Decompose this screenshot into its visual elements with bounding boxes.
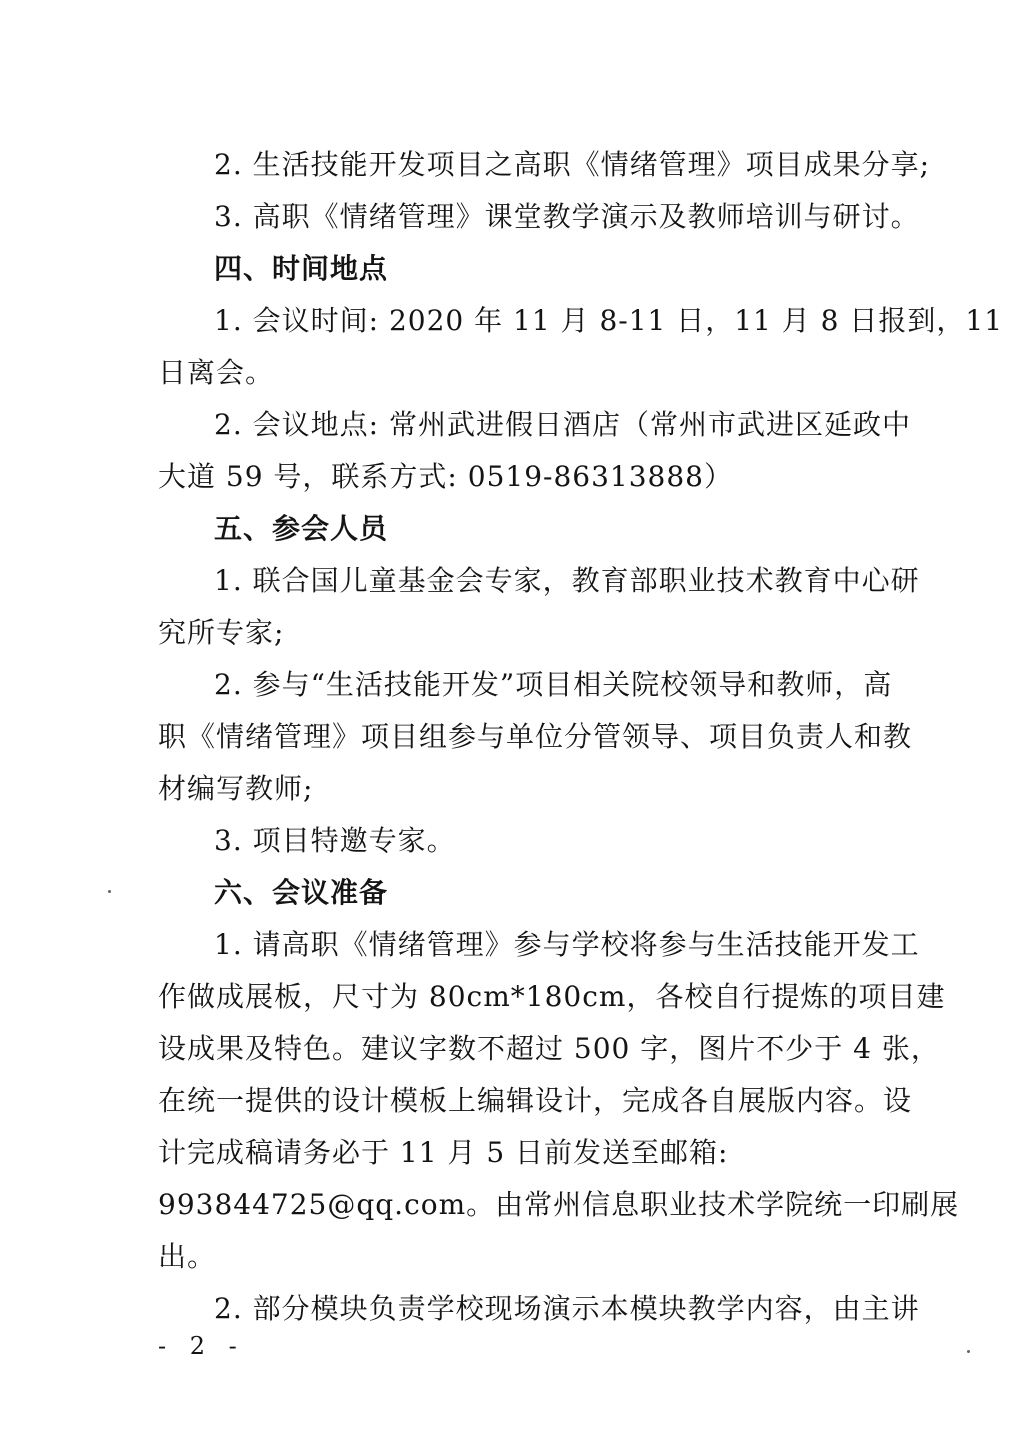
paragraph-line: 2. 生活技能开发项目之高职《情绪管理》项目成果分享; bbox=[214, 148, 931, 181]
paragraph-line: 大道 59 号，联系方式: 0519-86313888） bbox=[158, 460, 733, 493]
paragraph-line: 究所专家; bbox=[158, 616, 285, 649]
paragraph-line: 2. 部分模块负责学校现场演示本模块教学内容，由主讲 bbox=[214, 1292, 920, 1325]
paragraph-line: 材编写教师; bbox=[158, 772, 314, 805]
paragraph-line: 993844725@qq.com。由常州信息职业技术学院统一印刷展 bbox=[158, 1188, 960, 1221]
paragraph-line: 职《情绪管理》项目组参与单位分管领导、项目负责人和教 bbox=[158, 720, 913, 753]
scan-speck bbox=[967, 1350, 970, 1353]
page-number: - 2 - bbox=[158, 1332, 245, 1360]
paragraph-line: 在统一提供的设计模板上编辑设计，完成各自展版内容。设 bbox=[158, 1084, 913, 1117]
paragraph-line: 1. 请高职《情绪管理》参与学校将参与生活技能开发工 bbox=[214, 928, 920, 961]
paragraph-line: 设成果及特色。建议字数不超过 500 字，图片不少于 4 张， bbox=[158, 1032, 940, 1065]
section-heading-time-location: 四、时间地点 bbox=[214, 252, 389, 285]
paragraph-line: 作做成展板，尺寸为 80cm*180cm，各校自行提炼的项目建 bbox=[158, 980, 946, 1013]
paragraph-line: 1. 联合国儿童基金会专家，教育部职业技术教育中心研 bbox=[214, 564, 920, 597]
paragraph-line: 3. 高职《情绪管理》课堂教学演示及教师培训与研讨。 bbox=[214, 200, 920, 233]
section-heading-preparation: 六、会议准备 bbox=[214, 876, 389, 909]
paragraph-line: 2. 会议地点: 常州武进假日酒店（常州市武进区延政中 bbox=[214, 408, 911, 441]
paragraph-line: 日离会。 bbox=[158, 356, 275, 389]
paragraph-line: 2. 参与“生活技能开发”项目相关院校领导和教师，高 bbox=[214, 668, 893, 701]
section-heading-attendees: 五、参会人员 bbox=[214, 512, 389, 545]
paragraph-line: 3. 项目特邀专家。 bbox=[214, 824, 456, 857]
paragraph-line: 1. 会议时间: 2020 年 11 月 8-11 日，11 月 8 日报到，11 bbox=[214, 304, 1004, 337]
scan-speck bbox=[108, 890, 111, 893]
paragraph-line: 计完成稿请务必于 11 月 5 日前发送至邮箱: bbox=[158, 1136, 729, 1169]
paragraph-line: 出。 bbox=[158, 1240, 217, 1273]
